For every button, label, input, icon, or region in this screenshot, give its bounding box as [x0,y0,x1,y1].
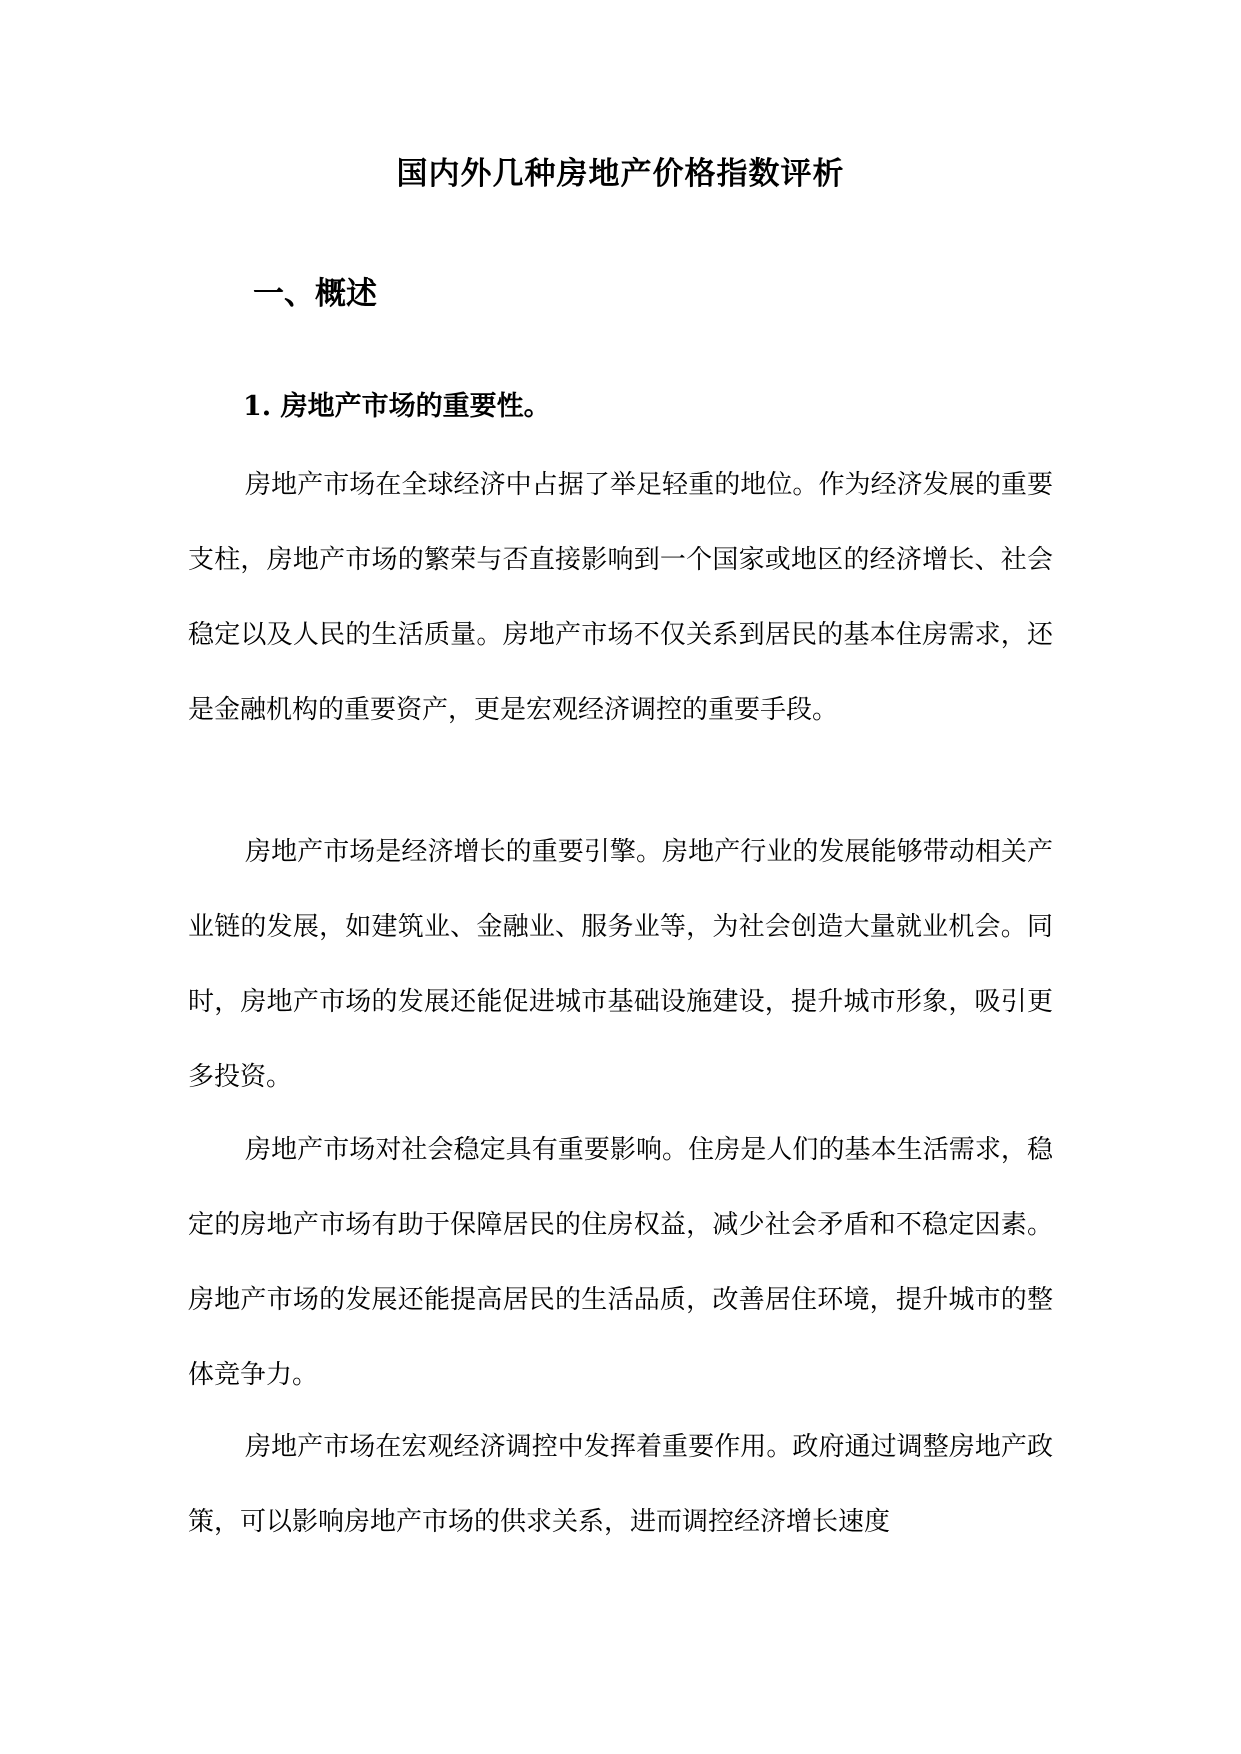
sub-heading-importance: 1. 房地产市场的重要性。 [243,391,551,422]
document-title: 国内外几种房地产价格指数评析 [396,156,845,192]
paragraph-4: 房地产市场在宏观经济调控中发挥着重要作用。政府通过调整房地产政策，可以影响房地产市场的供求关系，进而调控经济增长速度 [188,1432,1053,1537]
section-heading-overview: 一、概述 [253,276,377,312]
paragraph-2: 房地产市场是经济增长的重要引擎。房地产行业的发展能够带动相关产业链的发展，如建筑业、金融业、服务业等，为社会创造大量就业机会。同时，房地产市场的发展还能促进城市基础设施建设，提升城市形象，吸引更多投资。 [188,837,1053,1092]
paragraph-1: 房地产市场在全球经济中占据了举足轻重的地位。作为经济发展的重要支柱，房地产市场的繁荣与否直接影响到一个国家或地区的经济增长、社会稳定以及人民的生活质量。房地产市场不仅关系到居民的基本住房需求，还是金融机构的重要资产，更是宏观经济调控的重要手段。 [188,470,1053,725]
paragraph-3: 房地产市场对社会稳定具有重要影响。住房是人们的基本生活需求，稳定的房地产市场有助于保障居民的住房权益，减少社会矛盾和不稳定因素。房地产市场的发展还能提高居民的生活品质，改善居住环境，提升城市的整体竞争力。 [188,1135,1053,1390]
